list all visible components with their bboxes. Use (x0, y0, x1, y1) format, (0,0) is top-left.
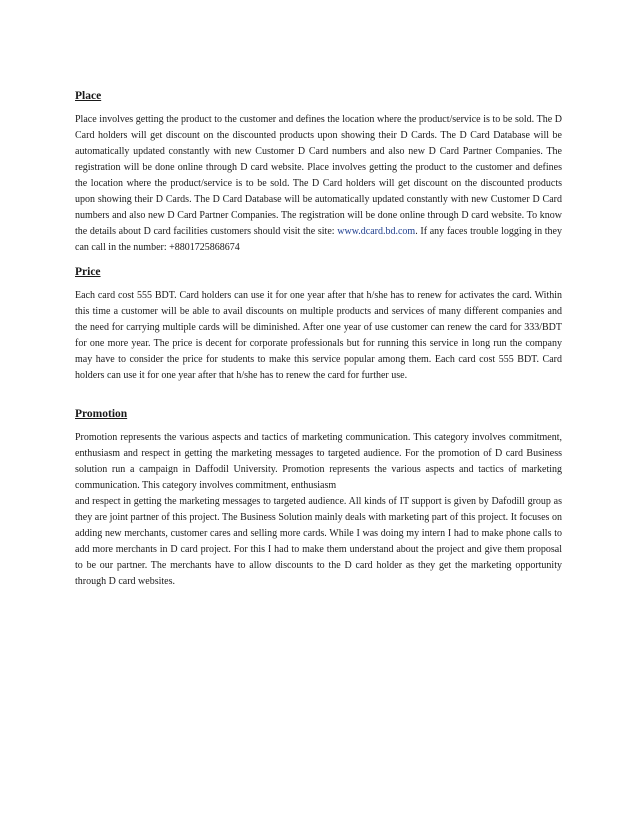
price-heading: Price (75, 266, 101, 278)
promotion-paragraph-1: Promotion represents the various aspects and tactics of marketing communication. This category involves commitment, enthusiasm and respect in getting the marketing messages to targeted audience. For the promotion of D card Business solution run a campaign in Daffodil University. Promotion represents the various aspects and tactics of marketing communication. This category involves commitment, enthusiasm (75, 432, 562, 491)
promotion-heading: Promotion (75, 408, 128, 420)
price-paragraph: Each card cost 555 BDT. Card holders can use it for one year after that h/she has to renew for activates the card. Within this time a customer will be able to avail discounts on multiple products and services of many different companies and the need for carrying multiple cards will be diminished. After one year of use customer can renew the card for 333/BDT for one more year. The price is decent for corporate professionals but for running this service in long run the company may have to consider the price for students to make this service popular among them. Each card cost 555 BDT. Card holders can use it for one year after that h/she has to renew the card for further use. (75, 290, 562, 381)
document-page (75, 88, 562, 590)
place-text-contact: . If any faces trouble logging in they can call in the number: +8801725868674 (75, 226, 562, 253)
promotion-paragraph-2: and respect in getting the marketing messages to targeted audience. All kinds of IT support is given by Dafodill group as they are joint partner of this project. The Business Solution mainly deals with marketing part of this project. It focuses on adding new merchants, customer cares and selling more cards. While I was doing my intern I had to make phone calls to add more merchants in D card project. For this I had to make them understand about the project and give them proposal to be our partner. The merchants have to allow discounts to the D card holder as they get the marketing opportunity through D card websites. (75, 496, 562, 587)
place-heading: Place (75, 90, 102, 102)
place-text: Place involves getting the product to the customer and defines the location where the product/service is to be sold. The D Card holders will get discount on the discounted products upon showing their D Cards. The D Card Database will be automatically updated constantly with new Customer D Card numbers and also new D Card Partner Companies. The registration will be done online through D card website. Place involves getting the product to the customer and defines the location where the product/service is to be sold. The D Card holders will get discount on the discounted products upon showing their D Cards. The D Card Database will be automatically updated constantly with new Customer D Card numbers and also new D Card Partner Companies. The registration will be done online through D card website. To know the details about D card facilities customers should visit the site: (75, 114, 562, 237)
place-paragraph (75, 112, 562, 256)
website-link[interactable]: www.dcard.bd.com (337, 226, 416, 237)
